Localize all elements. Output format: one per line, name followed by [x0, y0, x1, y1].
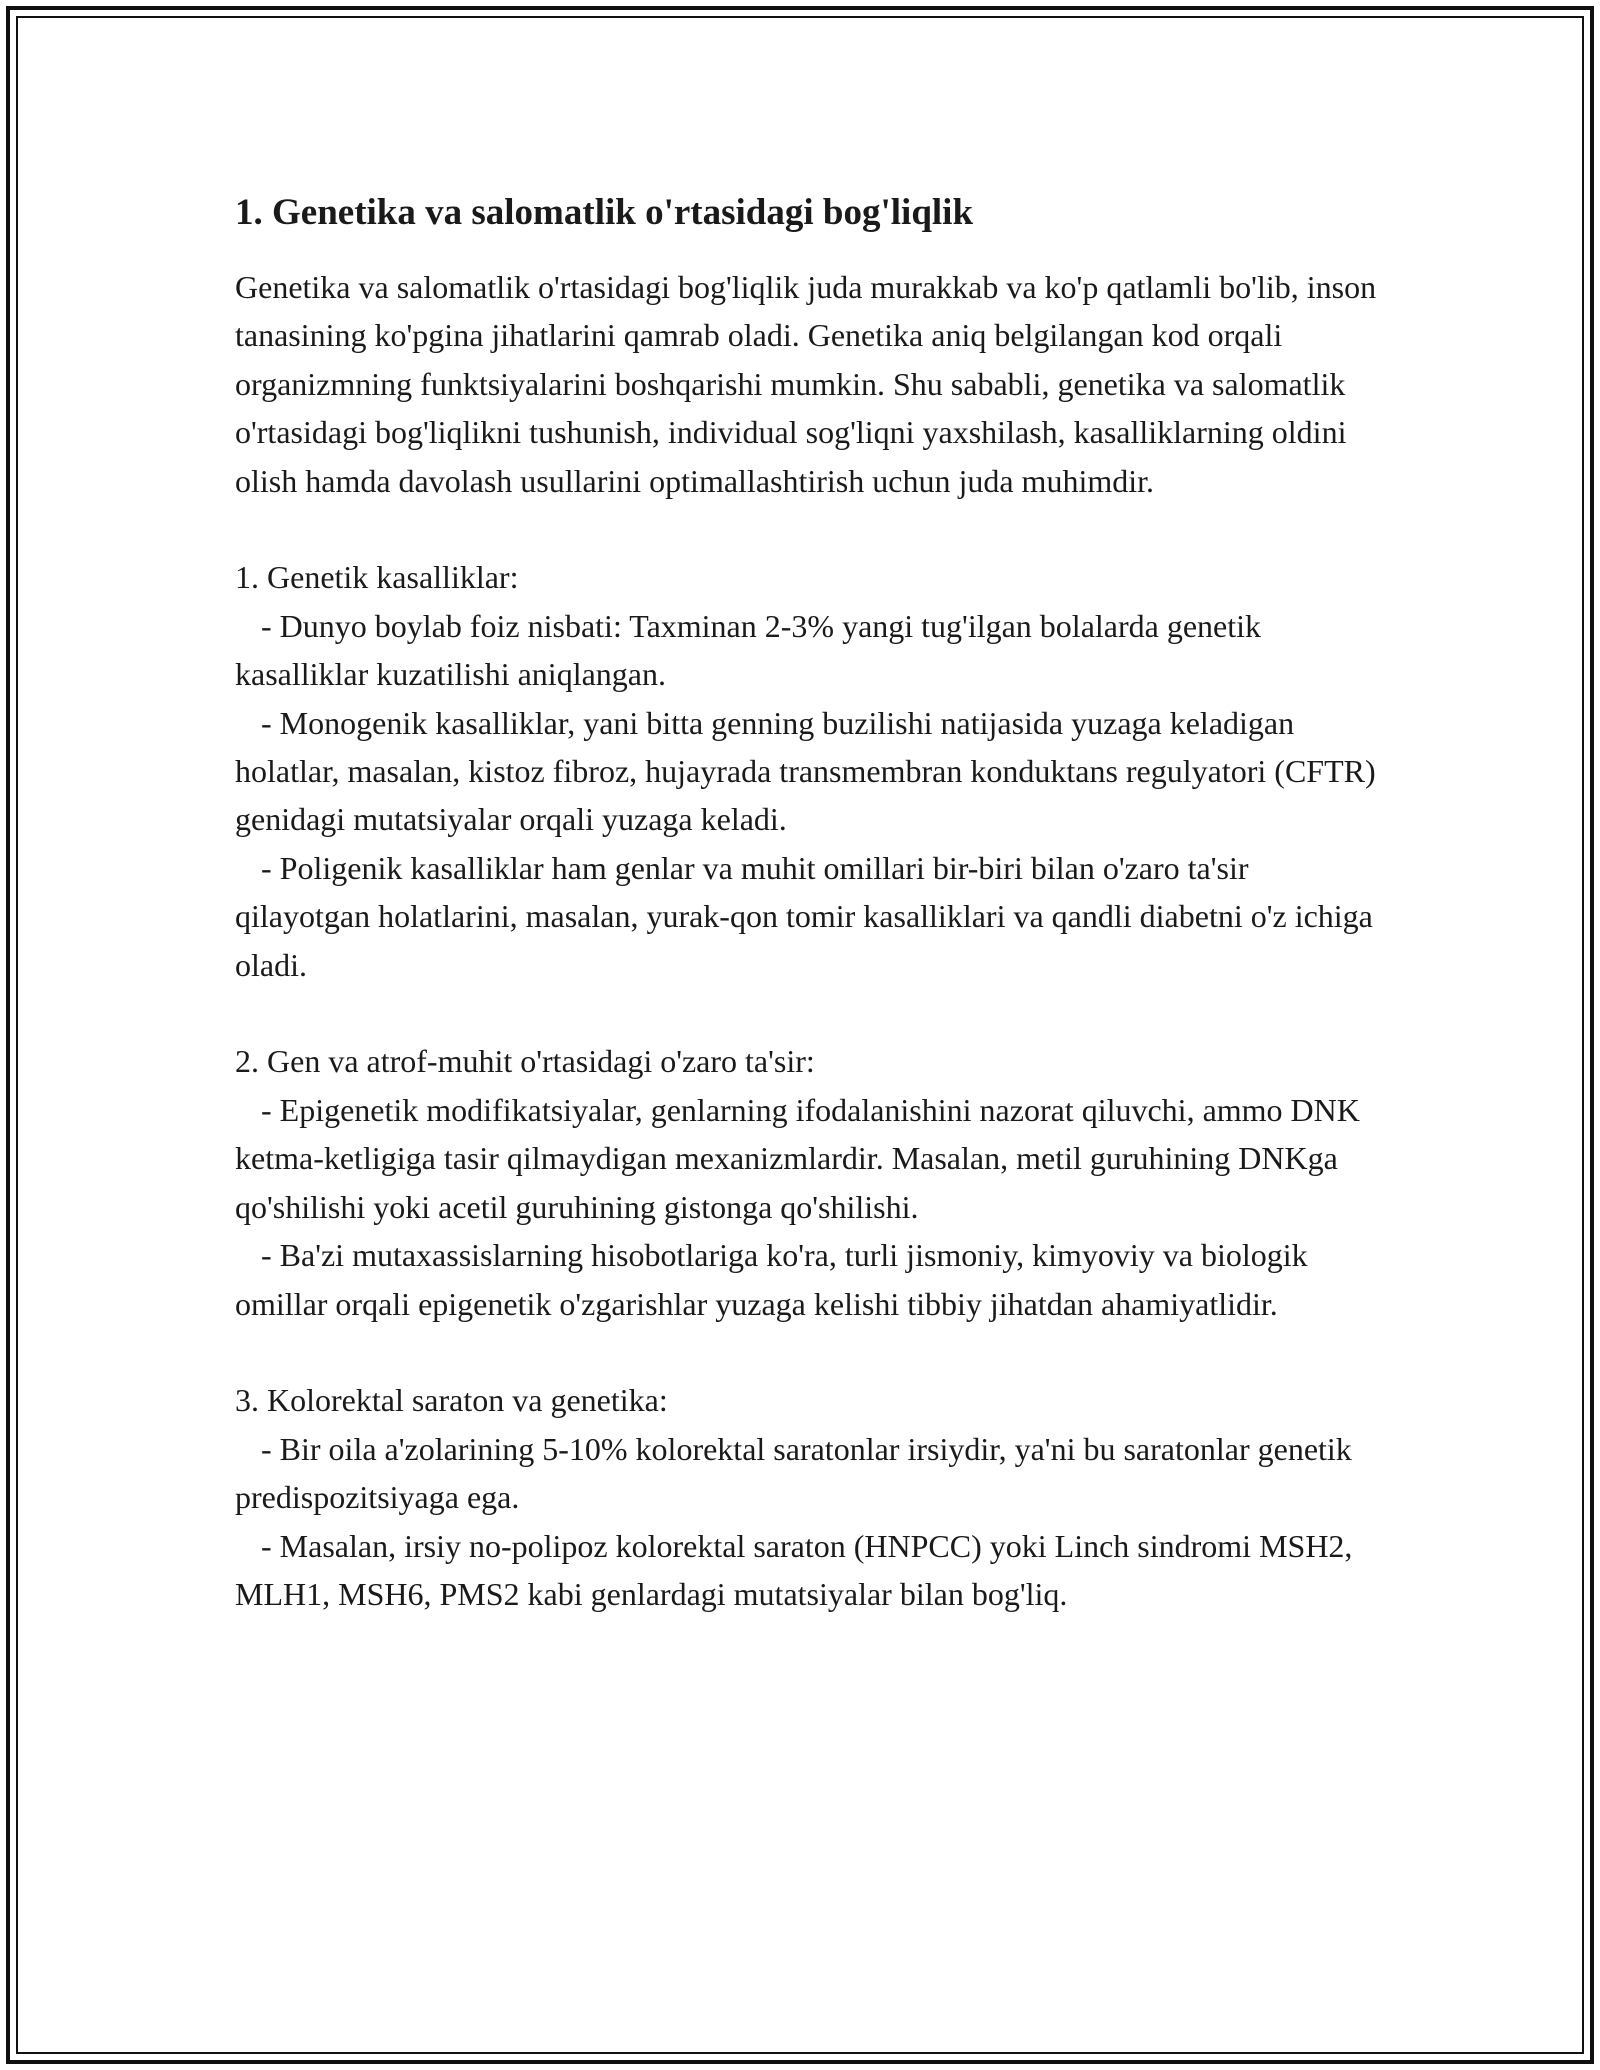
section-colorectal-cancer — [235, 1376, 1385, 1618]
document-heading: 1. Genetika va salomatlik o'rtasidagi bog'liqlik — [235, 192, 974, 233]
document-body — [235, 185, 1385, 1618]
section-title: 3. Kolorektal saraton va genetika: — [235, 1382, 668, 1419]
list-item-text: - Masalan, irsiy no-polipoz kolorektal saraton (HNPCC) yoki Linch sindromi MSH2, MLH1, MSH6, PMS2 kabi genlardagi mutatsiyalar bilan bog'liq. — [235, 1527, 1353, 1612]
list-item-text: - Poligenik kasalliklar ham genlar va muhit omillari bir-biri bilan o'zaro ta'sir qilayotgan holatlarini, masalan, yurak-qon tomir kasalliklari va qandli diabetni o'z ichiga oladi. — [235, 849, 1373, 983]
list-item — [235, 1425, 1385, 1522]
section-title: 2. Gen va atrof-muhit o'rtasidagi o'zaro ta'sir: — [235, 1043, 815, 1080]
list-item-text: - Bir oila a'zolarining 5-10% kolorektal saratonlar irsiydir, ya'ni bu saratonlar genetik predispozitsiyaga ega. — [235, 1430, 1352, 1516]
section-title: 1. Genetik kasalliklar: — [235, 559, 519, 596]
list-item — [235, 844, 1385, 989]
list-item-text: - Dunyo boylab foiz nisbati: Taxminan 2-3% yangi tug'ilgan bolalarda genetik kasalliklar kuzatilishi aniqlangan. — [235, 607, 1262, 693]
list-item-text: - Monogenik kasalliklar, yani bitta genning buzilishi natijasida yuzaga keladigan holatlar, masalan, kistoz fibroz, hujayrada transmembran konduktans regulyatori (CFTR) genidagi mutatsiyalar orqali yuzaga keladi. — [235, 704, 1376, 838]
section-gene-environment — [235, 1037, 1385, 1327]
list-item — [235, 1231, 1385, 1328]
list-item — [235, 1086, 1385, 1231]
list-item — [235, 602, 1385, 699]
section-genetic-diseases — [235, 553, 1385, 989]
list-item-text: - Epigenetik modifikatsiyalar, genlarning ifodalanishini nazorat qiluvchi, ammo DNK ketma-ketligiga tasir qilmaydigan mexanizmlardir. Masalan, metil guruhining DNKga qo'shilishi yoki acetil guruhining gistonga qo'shilishi. — [235, 1091, 1360, 1225]
intro-paragraph: Genetika va salomatlik o'rtasidagi bog'liqlik juda murakkab va ko'p qatlamli bo'lib, inson tanasining ko'pgina jihatlarini qamrab oladi. Genetika aniq belgilangan kod orqali organizmning funktsiyalarini boshqarishi mumkin. Shu sababli, genetika va salomatlik o'rtasidagi bog'liqlikni tushunish, individual sog'liqni yaxshilash, kasalliklarning oldini olish hamda davolash usullarini optimallashtirish uchun juda muhimdir. — [235, 269, 1377, 499]
list-item — [235, 699, 1385, 844]
list-item-text: - Ba'zi mutaxassislarning hisobotlariga ko'ra, turli jismoniy, kimyoviy va biologik omillar orqali epigenetik o'zgarishlar yuzaga kelishi tibbiy jihatdan ahamiyatlidir. — [235, 1237, 1308, 1322]
list-item — [235, 1522, 1385, 1619]
